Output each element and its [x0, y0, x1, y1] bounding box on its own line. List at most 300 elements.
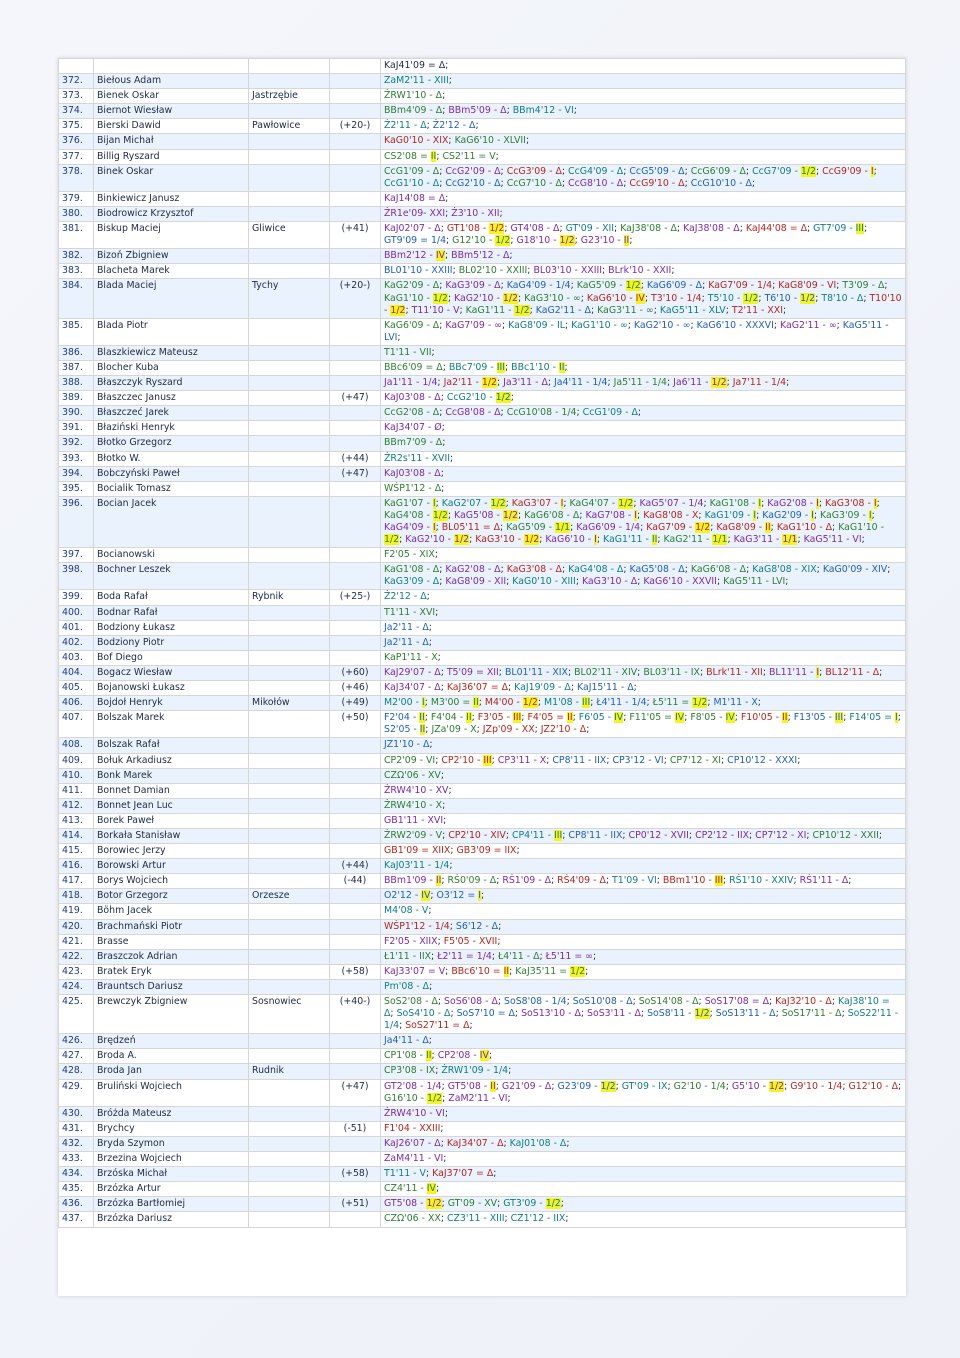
table-row	[59, 844, 906, 859]
highlighted-rank: I	[816, 497, 819, 509]
row-results: Ja2'11 - Δ;	[381, 635, 906, 650]
row-club	[330, 406, 381, 421]
row-club: (-51)	[330, 1121, 381, 1136]
table-row	[59, 696, 906, 711]
result-entry: ŻR2s'11 - XVII	[384, 452, 451, 464]
result-entry: KaG8'09 - II	[716, 522, 771, 533]
row-number: 437.	[59, 1212, 94, 1227]
row-name: Bolszak Marek	[94, 711, 249, 738]
result-entry: KaG5'11 - LVI	[384, 319, 889, 343]
result-entry: JZ1'10 - Δ	[384, 739, 430, 751]
row-name: Borkała Stanisław	[94, 828, 249, 843]
row-results: GT5'08 - 1/2; GT'09 - XV; GT3'09 - 1/2;	[381, 1197, 906, 1212]
result-entry: T1'11 - V	[384, 1168, 426, 1180]
row-place: Mikołów	[249, 696, 330, 711]
result-entry: CP3'08 - IX	[384, 1065, 436, 1077]
row-name: Biernot Wiesław	[94, 104, 249, 119]
result-entry: KaG6'10 - IV	[586, 292, 645, 304]
result-entry: M4'08 - V	[384, 905, 429, 917]
result-entry: KaG2'10 - 1/2	[405, 534, 470, 546]
result-entry: KaG5'08 - 1/2	[454, 509, 518, 521]
result-entry: KaJ03'08 - Δ	[384, 392, 441, 404]
result-entry: KaJ29'07 - Δ	[384, 666, 441, 678]
table-row	[59, 421, 906, 436]
result-entry: CcG10'08 - 1/4	[506, 407, 577, 419]
result-entry: BL11'11 - I	[768, 666, 820, 678]
row-place	[249, 481, 330, 496]
row-club	[330, 436, 381, 451]
highlighted-rank: II	[435, 875, 442, 887]
row-club	[330, 1136, 381, 1151]
result-entry: T1'11 - VII	[384, 346, 432, 358]
table-row	[59, 1034, 906, 1049]
row-place	[249, 738, 330, 753]
result-entry: KaJ34'07 - Ø	[384, 422, 442, 434]
row-name: Brędzeń	[94, 1034, 249, 1049]
result-entry: KaJ03'11 - 1/4	[384, 860, 450, 872]
result-entry: CcG4'09 - Δ	[568, 165, 624, 177]
result-entry: G18'10 - 1/2	[516, 235, 575, 247]
row-place	[249, 1121, 330, 1136]
result-entry: KaG3'10 - ∞	[524, 292, 581, 304]
table-row	[59, 711, 906, 738]
row-club	[330, 919, 381, 934]
row-results: KaG1'08 - Δ; KaG2'08 - Δ; KaG3'08 - Δ; KaG4'08 - Δ; KaG5'08 - Δ; KaG6'08 - Δ; KaG8'08 - XIX; KaG0'09 - XIV; KaG3'09 - Δ; KaG8'09 - XII; KaG0'10 - XIII; KaG3'10 - Δ; KaG6'10 - XXVII; KaG5'11 - LVI;	[381, 563, 906, 590]
result-entry: Ja3'11 - Δ	[503, 377, 548, 389]
row-place	[249, 264, 330, 279]
table-row	[59, 979, 906, 994]
result-entry: F6'05 - IV	[578, 712, 624, 724]
result-entry: KaG3'08 - I	[825, 497, 877, 509]
highlighted-rank: 1/2	[800, 165, 816, 177]
result-entry: KaG5'08 - Δ	[629, 564, 685, 576]
result-entry: KaG7'09 - 1/4	[708, 280, 773, 292]
row-number: 434.	[59, 1167, 94, 1182]
result-entry: BBm4'09 - Δ	[384, 105, 443, 117]
row-club: (+40-)	[330, 995, 381, 1034]
table-row	[59, 650, 906, 665]
result-entry: CZΩ'06 - XX	[384, 1213, 441, 1225]
result-entry: KaG4'08 - Δ	[568, 564, 624, 576]
row-number: 420.	[59, 919, 94, 934]
row-club	[330, 738, 381, 753]
row-number: 431.	[59, 1121, 94, 1136]
result-entry: KaG6'10 - XXVII	[643, 576, 717, 588]
row-results: ZaM4'11 - VI;	[381, 1152, 906, 1167]
row-results: BBm7'09 - Δ;	[381, 436, 906, 451]
row-place	[249, 1136, 330, 1151]
highlighted-rank: 1/2	[694, 1008, 710, 1020]
row-results: BBm1'09 - II; RŚ0'09 - Δ; RŚ1'09 - Δ; RŚ4'09 - Δ; T1'09 - VI; BBm1'10 - III; RŚ1'10 - XXIV; RŚ1'11 - Δ;	[381, 874, 906, 889]
row-name: Bocian Jacek	[94, 496, 249, 547]
table-row	[59, 548, 906, 563]
row-number: 389.	[59, 391, 94, 406]
row-number: 413.	[59, 813, 94, 828]
row-place: Tychy	[249, 279, 330, 318]
result-entry: KaJ26'07 - Δ	[384, 1137, 441, 1149]
row-number: 385.	[59, 318, 94, 345]
result-entry: T10'10 - 1/2	[384, 292, 902, 316]
row-club	[330, 620, 381, 635]
result-entry: KaG3'09 - I	[820, 509, 872, 521]
result-entry: KaG3'08 - Δ	[506, 564, 562, 576]
row-name: Brzózka Bartłomiej	[94, 1197, 249, 1212]
row-name: Blaszkiewicz Mateusz	[94, 345, 249, 360]
row-results: KaG0'10 - XIX; KaG6'10 - XLVII;	[381, 134, 906, 149]
result-entry: KaJ44'08 = Δ	[745, 223, 808, 235]
row-name: Bierski Dawid	[94, 119, 249, 134]
highlighted-rank: I	[634, 509, 638, 521]
row-number: 399.	[59, 590, 94, 605]
table-row	[59, 753, 906, 768]
highlighted-rank: 1/2	[427, 1092, 443, 1104]
row-number: 395.	[59, 481, 94, 496]
row-name: Bryda Szymon	[94, 1136, 249, 1151]
row-name: Brasse	[94, 934, 249, 949]
row-name: Bonnet Jean Luc	[94, 798, 249, 813]
result-entry: BBm4'12 - VI	[512, 105, 574, 117]
row-name: Bochner Leszek	[94, 563, 249, 590]
row-results: ŻR2s'11 - XVII;	[381, 451, 906, 466]
row-club	[330, 828, 381, 843]
result-entry: KaG3'11 - 1/1	[733, 534, 798, 546]
result-entry: Ja6'11 - 1/2	[673, 377, 727, 389]
highlighted-rank: IV	[435, 250, 445, 262]
row-place	[249, 466, 330, 481]
result-entry: GT2'08 - 1/4	[384, 1080, 442, 1092]
result-entry: S2'05 - II	[384, 724, 426, 736]
row-results: JZ1'10 - Δ;	[381, 738, 906, 753]
row-name: Bocianowski	[94, 548, 249, 563]
highlighted-rank: 1/1	[555, 522, 571, 533]
result-entry: KaG5'11 - LVI	[723, 576, 786, 588]
row-place	[249, 421, 330, 436]
row-place	[249, 681, 330, 696]
highlighted-rank: 1/2	[711, 377, 727, 389]
highlighted-rank: I	[894, 712, 898, 724]
result-entry: KaG1'08 - I	[709, 497, 762, 509]
row-number: 375.	[59, 119, 94, 134]
result-entry: KaG8'09 - XII	[445, 576, 507, 588]
result-entry: F14'05 = I	[849, 712, 898, 724]
result-entry: KaJ36'07 = Δ	[446, 682, 508, 694]
row-number: 406.	[59, 696, 94, 711]
result-entry: Ja2'11 - Δ	[384, 621, 429, 633]
result-entry: KaG1'10 - 1/2	[384, 292, 448, 304]
row-name: Błaszczec Janusz	[94, 391, 249, 406]
row-results: BBm4'09 - Δ; BBm5'09 - Δ; BBm4'12 - VI;	[381, 104, 906, 119]
row-club	[330, 264, 381, 279]
row-club: (+46)	[330, 681, 381, 696]
row-club	[330, 104, 381, 119]
table-row	[59, 279, 906, 318]
row-results: ŻRW4'10 - XV;	[381, 783, 906, 798]
result-entry: CcG7'09 - 1/2	[752, 165, 816, 177]
result-entry: RŚ0'09 - Δ	[447, 875, 497, 887]
row-place	[249, 964, 330, 979]
row-place: Sosnowiec	[249, 995, 330, 1034]
row-name: Bocialik Tomasz	[94, 481, 249, 496]
row-results: CcG1'09 - Δ; CcG2'09 - Δ; CcG3'09 - Δ; CcG4'09 - Δ; CcG5'09 - Δ; CcG6'09 - Δ; CcG7'09 - 1/2; CcG9'09 - I; CcG1'10 - Δ; CcG2'10 - Δ; CcG7'10 - Δ; CcG8'10 - Δ; CcG9'10 - Δ; CcG10'10 - Δ;	[381, 164, 906, 191]
row-number: 423.	[59, 964, 94, 979]
highlighted-rank: 1/1	[712, 534, 728, 546]
row-name: Borowski Artur	[94, 859, 249, 874]
table-row	[59, 874, 906, 889]
result-entry: S6'12 - Δ	[455, 920, 499, 932]
row-name: Bonk Marek	[94, 768, 249, 783]
row-results: CS2'08 = II; CS2'11 = V;	[381, 149, 906, 164]
result-entry: T3'10 - 1/4	[651, 292, 702, 304]
result-entry: KaG5'07 - 1/4	[639, 497, 704, 509]
row-club	[330, 949, 381, 964]
row-name: Brzózka Artur	[94, 1182, 249, 1197]
result-entry: Ż2'12 - Δ	[432, 120, 476, 132]
row-place	[249, 391, 330, 406]
result-entry: T6'10 - 1/2	[764, 292, 816, 304]
row-club	[330, 934, 381, 949]
result-entry: G5'10 - 1/2	[731, 1080, 785, 1092]
row-number: 417.	[59, 874, 94, 889]
highlighted-rank: IV	[479, 1050, 489, 1062]
result-entry: CP2'08 - IV	[437, 1050, 489, 1062]
highlighted-rank: IV	[725, 712, 735, 724]
result-entry: GT'09 - XII	[565, 223, 615, 235]
result-entry: GT9'09 = 1/4	[384, 235, 447, 247]
row-club	[330, 496, 381, 547]
result-entry: GT7'09 - III	[813, 223, 864, 235]
row-results: T1'11 - VII;	[381, 345, 906, 360]
result-entry: CcG1'09 - Δ	[582, 407, 638, 419]
row-place	[249, 949, 330, 964]
result-entry: KaG1'10 - 1/2	[384, 522, 885, 546]
row-place	[249, 134, 330, 149]
result-entry: SoS7'10 = Δ	[456, 1008, 515, 1020]
row-place	[249, 934, 330, 949]
row-name: Biełous Adam	[94, 74, 249, 89]
table-row	[59, 665, 906, 680]
highlighted-rank: 1/2	[618, 497, 634, 509]
result-entry: Pm'08 - Δ	[384, 980, 430, 992]
row-results: Ż2'11 - Δ; Ż2'12 - Δ;	[381, 119, 906, 134]
result-entry: KaG3'10 - Δ	[581, 576, 638, 588]
result-entry: CP0'12 - XVII	[628, 829, 689, 841]
result-entry: KaJ32'10 - Δ	[775, 996, 832, 1007]
result-entry: ŻRW1'09 - 1/4	[441, 1065, 509, 1077]
result-entry: F13'05 - III	[793, 712, 844, 724]
result-entry: ŻRW4'10 - XV	[384, 784, 449, 796]
row-number: 425.	[59, 995, 94, 1034]
row-results: M4'08 - V;	[381, 904, 906, 919]
highlighted-rank: I	[478, 890, 481, 902]
result-entry: G23'10 - II	[580, 235, 630, 247]
row-place: Jastrzębie	[249, 89, 330, 104]
result-entry: Ż2'12 - Δ	[384, 591, 427, 603]
table-row	[59, 191, 906, 206]
row-results: KaJ34'07 - Ø;	[381, 421, 906, 436]
highlighted-rank: II	[765, 522, 771, 533]
result-entry: CP8'11 - IIX	[568, 829, 623, 841]
result-entry: ZaM4'11 - VI	[384, 1153, 444, 1165]
row-club: (+47)	[330, 391, 381, 406]
row-number: 433.	[59, 1152, 94, 1167]
row-place	[249, 798, 330, 813]
result-entry: M4'00 - 1/2	[484, 697, 538, 709]
row-place: Rudnik	[249, 1064, 330, 1079]
row-number: 378.	[59, 164, 94, 191]
row-results: CP3'08 - IX; ŻRW1'09 - 1/4;	[381, 1064, 906, 1079]
row-results: Ja1'11 - 1/4; Ja2'11 - 1/2; Ja3'11 - Δ; Ja4'11 - 1/4; Ja5'11 - 1/4; Ja6'11 - 1/2; Ja7'11 - 1/4;	[381, 376, 906, 391]
row-name: Brauntsch Dariusz	[94, 979, 249, 994]
table-row	[59, 206, 906, 221]
result-entry: KaJ33'07 = V	[384, 965, 446, 977]
result-entry: CcG7'10 - Δ	[506, 177, 562, 189]
row-name: Blacheta Marek	[94, 264, 249, 279]
result-entry: KaG2'07 - 1/2	[441, 497, 506, 509]
row-results: SoS2'08 - Δ; SoS6'08 - Δ; SoS8'08 - 1/4; SoS10'08 - Δ; SoS14'08 - Δ; SoS17'08 = Δ; KaJ32'10 - Δ; KaJ38'10 = Δ; SoS4'10 - Δ; SoS7'10 = Δ; SoS13'10 - Δ; SoS3'11 - Δ; SoS8'11 - 1/2; SoS13'11 - Δ; SoS17'11 - Δ; SoS22'11 - 1/4; SoS27'11 = Δ;	[381, 995, 906, 1034]
row-place	[249, 783, 330, 798]
result-entry: F5'05 - XVII	[443, 935, 498, 947]
table-row	[59, 345, 906, 360]
result-entry: KaG3'10 - 1/2	[475, 534, 540, 546]
row-name: Bizoń Zbigniew	[94, 249, 249, 264]
result-entry: O2'12 - IV	[384, 890, 431, 902]
result-entry: M2'00 - I	[384, 697, 425, 709]
result-entry: GT4'08 - Δ	[510, 223, 560, 235]
row-name: Bodziony Łukasz	[94, 620, 249, 635]
row-number: 390.	[59, 406, 94, 421]
result-entry: ŻR1e'09- XXI	[384, 207, 446, 219]
row-results: ZaM2'11 - XIII;	[381, 74, 906, 89]
row-name: Borowiec Jerzy	[94, 844, 249, 859]
row-results: ŻRW1'10 - Δ;	[381, 89, 906, 104]
highlighted-rank: IV	[675, 712, 685, 724]
result-entry: BBm1'10 - III	[662, 875, 723, 887]
table-row	[59, 859, 906, 874]
result-entry: SoS2'08 - Δ	[384, 996, 438, 1007]
row-club	[330, 1034, 381, 1049]
row-number: 416.	[59, 859, 94, 874]
result-entry: CP2'10 - III	[441, 754, 492, 766]
row-name: Borys Wojciech	[94, 874, 249, 889]
highlighted-rank: III	[834, 712, 844, 724]
row-club	[330, 164, 381, 191]
row-place	[249, 406, 330, 421]
row-results: Ż2'12 - Δ;	[381, 590, 906, 605]
highlighted-rank: 1/2	[600, 1080, 616, 1092]
row-results: KaJ33'07 = V; BBc6'10 = II; KaJ35'11 = 1/2;	[381, 964, 906, 979]
row-number: 430.	[59, 1106, 94, 1121]
table-row	[59, 798, 906, 813]
result-entry: KaG6'09 - Δ	[646, 280, 703, 292]
result-entry: GB1'09 = XIIX	[384, 845, 451, 857]
row-club	[330, 149, 381, 164]
row-number: 435.	[59, 1182, 94, 1197]
highlighted-rank: IV	[421, 890, 431, 902]
result-entry: KaG6'10 - I	[545, 534, 597, 546]
row-name: Brzóska Michał	[94, 1167, 249, 1182]
result-entry: KaG0'10 - XIX	[384, 135, 449, 147]
row-name: Biskup Maciej	[94, 222, 249, 249]
row-results: KaP1'11 - X;	[381, 650, 906, 665]
row-results: F1'04 - XXIII;	[381, 1121, 906, 1136]
row-club: (+20-)	[330, 279, 381, 318]
row-results: BBc6'09 = Δ; BBc7'09 - III; BBc1'10 - II;	[381, 360, 906, 375]
result-entry: KaG6'09 - Δ	[384, 319, 440, 331]
result-entry: F1'04 - XXIII	[384, 1122, 441, 1134]
row-results: F2'04 - II; F4'04 - II; F3'05 - III; F4'05 = II; F6'05 - IV; F11'05 = IV; F8'05 - IV; F10'05 - II; F13'05 - III; F14'05 = I; S2'05 - II; JZa'09 - X; JZp'09 - XX; JZ2'10 - Δ;	[381, 711, 906, 738]
row-number: 405.	[59, 681, 94, 696]
row-name	[94, 59, 249, 74]
row-number: 398.	[59, 563, 94, 590]
row-number: 402.	[59, 635, 94, 650]
result-entry: SoS27'11 = Δ	[405, 1020, 470, 1032]
row-number: 421.	[59, 934, 94, 949]
table-row	[59, 1167, 906, 1182]
row-name: Bienek Oskar	[94, 89, 249, 104]
row-place	[249, 979, 330, 994]
highlighted-rank: II	[623, 235, 630, 247]
highlighted-rank: III	[496, 361, 505, 373]
result-entry: M1'11 - X	[713, 697, 758, 709]
result-entry: KaG2'11 - 1/1	[663, 534, 728, 546]
highlighted-rank: 1/2	[481, 377, 497, 389]
result-entry: ŻRW1'10 - Δ	[384, 90, 443, 102]
row-place	[249, 74, 330, 89]
result-entry: SoS13'11 - Δ	[715, 1008, 776, 1020]
result-entry: SoS8'11 - 1/2	[647, 1008, 710, 1020]
highlighted-rank: I	[432, 522, 436, 533]
row-club	[330, 813, 381, 828]
result-entry: KaG2'11 - Δ	[535, 304, 591, 316]
table-row	[59, 1079, 906, 1106]
result-entry: T5'10 - 1/2	[707, 292, 759, 304]
table-row	[59, 1182, 906, 1197]
highlighted-rank: 1/2	[432, 509, 448, 521]
result-entry: CcG1'09 - Δ	[384, 165, 440, 177]
row-number: 384.	[59, 279, 94, 318]
result-entry: KaJ38'08 - Δ	[683, 223, 740, 235]
result-entry: CP10'12 - XXII	[812, 829, 879, 841]
row-place	[249, 635, 330, 650]
highlighted-rank: I	[868, 509, 872, 521]
table-row	[59, 783, 906, 798]
highlighted-rank: II	[490, 1080, 496, 1092]
table-row	[59, 496, 906, 547]
row-club	[330, 421, 381, 436]
row-number: 411.	[59, 783, 94, 798]
result-entry: Ja7'11 - 1/4	[732, 377, 787, 389]
row-place	[249, 451, 330, 466]
row-name: Binkiewicz Janusz	[94, 191, 249, 206]
table-row	[59, 934, 906, 949]
result-entry: ŻRW2'09 - V	[384, 829, 443, 841]
row-place	[249, 548, 330, 563]
table-row	[59, 89, 906, 104]
row-name: Brewczyk Zbigniew	[94, 995, 249, 1034]
highlighted-rank: I	[594, 534, 597, 546]
row-name: Blada Piotr	[94, 318, 249, 345]
result-entry: KaG1'08 - Δ	[384, 564, 440, 576]
row-results: CZ4'11 - IV;	[381, 1182, 906, 1197]
table-row	[59, 590, 906, 605]
row-place	[249, 605, 330, 620]
highlighted-rank: II	[567, 712, 573, 724]
result-entry: Ja5'11 - 1/4	[613, 377, 667, 389]
table-row	[59, 264, 906, 279]
result-entry: CP7'12 - XI	[755, 829, 807, 841]
result-entry: GB1'11 - XVI	[384, 814, 444, 826]
result-entry: KaP1'11 - X	[384, 651, 438, 663]
